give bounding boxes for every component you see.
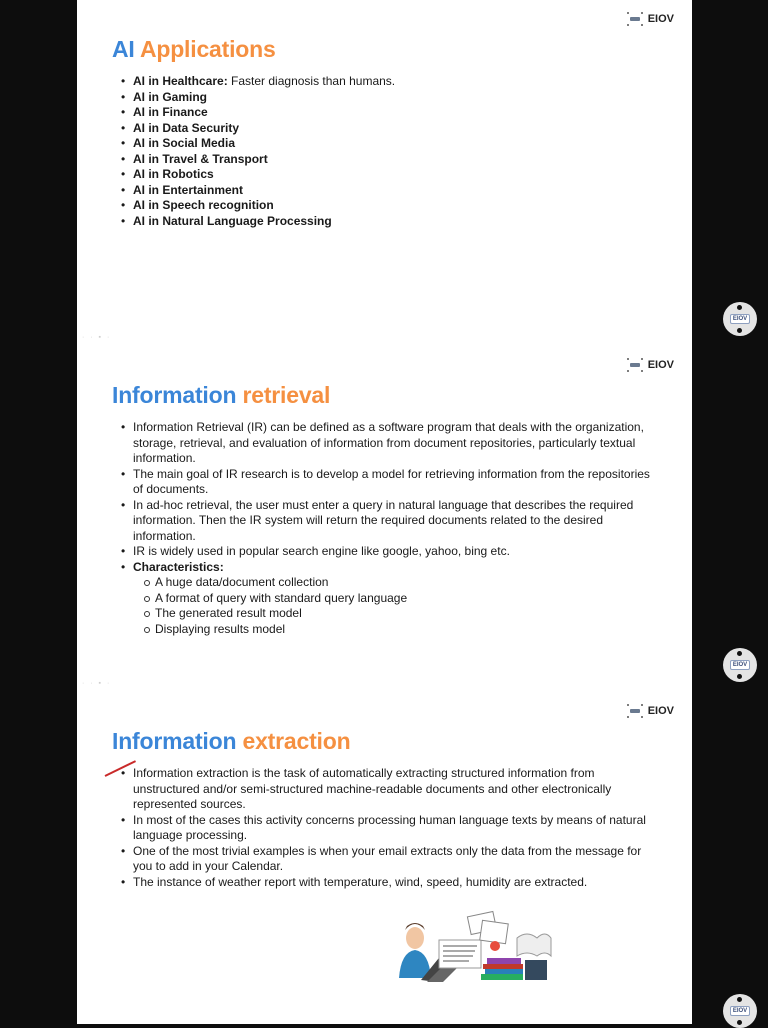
slide-title <box>112 728 350 755</box>
title-part-orange: Applications <box>139 36 276 62</box>
sub-list-item: A format of query with standard query language <box>155 591 658 607</box>
list-item: • AI in Gaming <box>133 90 658 106</box>
eiov-logo-icon <box>627 358 643 372</box>
title-part-orange: retrieval <box>242 382 331 408</box>
document-sheet <box>439 940 481 968</box>
sub-list <box>133 575 658 637</box>
list-item: • AI in Travel & Transport <box>133 152 658 168</box>
list-item: • In most of the cases this activity concerns processing human language texts by means of natural language processing. <box>133 813 658 844</box>
eiov-side-button[interactable]: EIOV <box>723 994 757 1028</box>
eiov-logo <box>627 358 674 372</box>
eiov-side-button[interactable]: EIOV <box>723 302 757 336</box>
information-extraction-illustration <box>377 908 552 983</box>
title-part-blue: Information <box>112 728 237 754</box>
eiov-logo-icon <box>627 704 643 718</box>
bullet-list <box>133 766 658 890</box>
slide-title <box>112 382 330 409</box>
sub-list-item: Displaying results model <box>155 622 658 638</box>
list-item: • AI in Healthcare: Faster diagnosis than humans. <box>133 74 658 90</box>
list-item <box>133 560 658 638</box>
list-item: • AI in Natural Language Processing <box>133 214 658 230</box>
list-item: • AI in Robotics <box>133 167 658 183</box>
book <box>483 964 523 969</box>
slide-ai-applications <box>77 0 692 346</box>
list-item: • IR is widely used in popular search engine like google, yahoo, bing etc. <box>133 544 658 560</box>
list-item: • Information extraction is the task of automatically extracting structured information from unstructured and/or semi-structured machine-readable documents and other electronically represented sources. <box>133 766 658 813</box>
slide-title <box>112 36 276 63</box>
document-page <box>77 0 692 1024</box>
book <box>481 974 523 980</box>
book <box>485 969 523 974</box>
title-part-blue: Information <box>112 382 237 408</box>
list-item: • The instance of weather report with temperature, wind, speed, humidity are extracted. <box>133 875 658 891</box>
list-item: • AI in Finance <box>133 105 658 121</box>
slide-separator-dots: · · ▪ · <box>82 334 112 341</box>
list-item: • Information Retrieval (IR) can be defined as a software program that deals with the organization, storage, retrieval, and evaluation of information from document repositories, particularly textual information. <box>133 420 658 467</box>
paper-sheet <box>480 920 509 943</box>
book <box>487 958 521 964</box>
slide-separator-dots: · · ▪ · <box>82 680 112 687</box>
eiov-logo <box>627 12 674 26</box>
eiov-side-button[interactable]: EIOV <box>723 648 757 682</box>
slide-information-retrieval <box>77 346 692 692</box>
title-part-blue: AI <box>112 36 135 62</box>
list-item: • AI in Speech recognition <box>133 198 658 214</box>
list-item: • AI in Entertainment <box>133 183 658 199</box>
list-item: • In ad-hoc retrieval, the user must enter a query in natural language that describes the required information. Then the IR system will return the required documents related to the desired information. <box>133 498 658 545</box>
title-part-orange: extraction <box>242 728 351 754</box>
book-stack <box>525 960 547 980</box>
eiov-logo-text: EIOV <box>647 13 674 25</box>
list-item: • AI in Data Security <box>133 121 658 137</box>
paper-stamp <box>490 941 500 951</box>
sub-list-item: The generated result model <box>155 606 658 622</box>
open-book <box>517 934 551 956</box>
eiov-logo-text: EIOV <box>647 359 674 371</box>
person-head <box>406 927 424 949</box>
list-item: • AI in Social Media <box>133 136 658 152</box>
eiov-logo-icon <box>627 12 643 26</box>
sub-list-item: A huge data/document collection <box>155 575 658 591</box>
list-item: • The main goal of IR research is to develop a model for retrieving information from the repositories of documents. <box>133 467 658 498</box>
eiov-logo-text: EIOV <box>647 705 674 717</box>
bullet-list <box>133 74 658 229</box>
eiov-logo <box>627 704 674 718</box>
characteristics-label: Characteristics: <box>133 559 224 574</box>
list-item: • One of the most trivial examples is when your email extracts only the data from the message for you to add in your Calendar. <box>133 844 658 875</box>
bullet-list <box>133 420 658 637</box>
